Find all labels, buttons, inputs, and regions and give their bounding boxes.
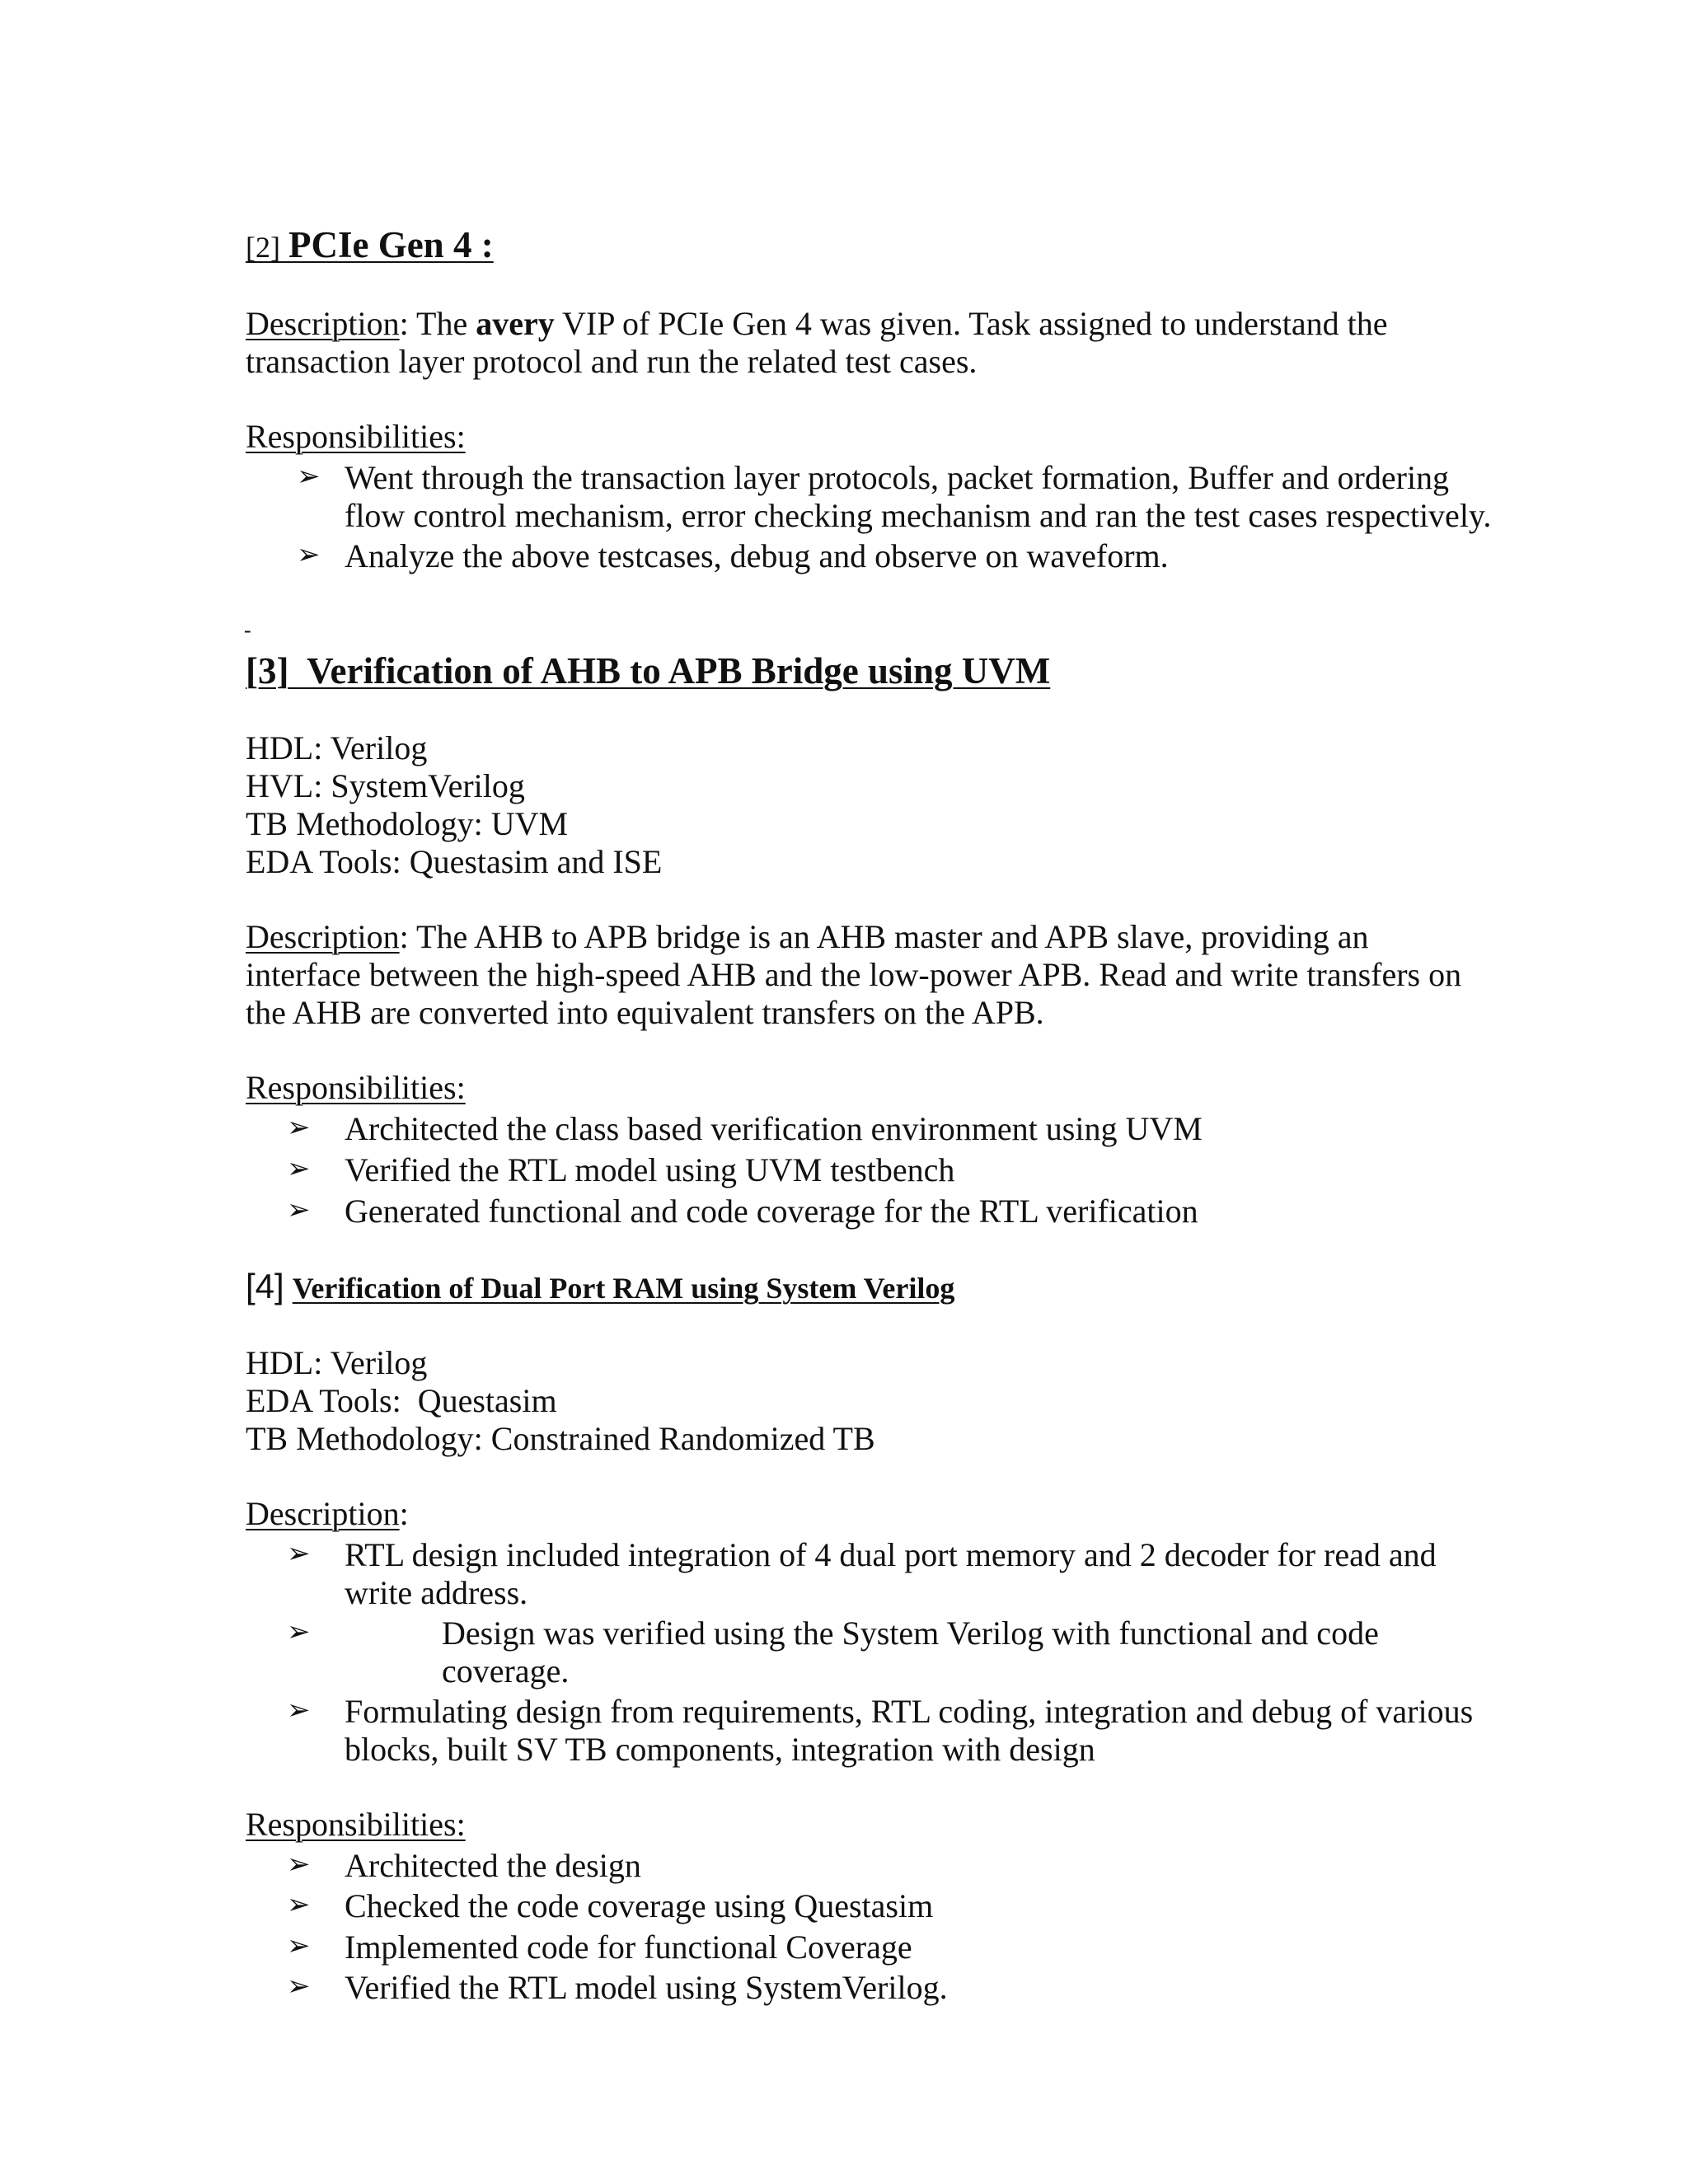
arrowhead-bullet-icon: ➢ [297, 460, 321, 493]
section3-bullet1: Architected the class based verification environment using UVM [345, 1110, 1203, 1147]
section4-desc-bullet1-line1: RTL design included integration of 4 dual port memory and 2 decoder for read and [345, 1536, 1437, 1573]
section4-description-label: Description [246, 1495, 400, 1532]
section4-number: [4] [246, 1267, 284, 1305]
section2-number: [2] [246, 231, 280, 264]
arrowhead-bullet-icon: ➢ [297, 538, 321, 571]
section4-bullet4: Verified the RTL model using SystemVerilog. [345, 1969, 948, 2006]
section3-bullet3: Generated functional and code coverage for the RTL verification [345, 1193, 1198, 1230]
arrowhead-bullet-icon: ➢ [287, 1888, 311, 1921]
section2-title: PCIe Gen 4 : [288, 224, 494, 265]
arrowhead-bullet-icon: ➢ [287, 1615, 311, 1648]
section3-responsibilities-label: Responsibilities: [246, 1069, 466, 1106]
section2-description-line1: Description: The avery VIP of PCIe Gen 4 was given. Task assigned to understand the [246, 305, 1388, 342]
section3-description-line2: interface between the high-speed AHB and the low-power APB. Read and write transfers on [246, 956, 1462, 993]
avery-bold: avery [476, 305, 555, 342]
section2-bullet1-line2: flow control mechanism, error checking mechanism and ran the test cases respectively. [345, 497, 1492, 534]
section2-bullet1-line1: Went through the transaction layer protocols, packet formation, Buffer and ordering [345, 459, 1450, 496]
section2-responsibilities-label: Responsibilities: [246, 418, 466, 455]
section3-description-label: Description [246, 918, 400, 955]
arrowhead-bullet-icon: ➢ [287, 1152, 311, 1185]
section4-spec-methodology: TB Methodology: Constrained Randomized TB [246, 1420, 875, 1457]
section4-desc-bullet3-line2: blocks, built SV TB components, integration with design [345, 1731, 1095, 1768]
section2-description-line2: transaction layer protocol and run the related test cases. [246, 343, 978, 380]
section4-desc-bullet2-line2: coverage. [442, 1652, 570, 1690]
section4-spec-hdl: HDL: Verilog [246, 1344, 428, 1381]
section4-bullet2: Checked the code coverage using Questasim [345, 1887, 934, 1924]
section4-title: Verification of Dual Port RAM using System Verilog [292, 1272, 955, 1305]
arrowhead-bullet-icon: ➢ [287, 1537, 311, 1570]
arrowhead-bullet-icon: ➢ [287, 1193, 311, 1226]
section3-marker: - [244, 618, 251, 642]
section2-bullet2: Analyze the above testcases, debug and observe on waveform. [345, 537, 1169, 574]
section4-spec-tools: EDA Tools: Questasim [246, 1382, 557, 1419]
section3-description-line1: Description: The AHB to APB bridge is an AHB master and APB slave, providing an [246, 918, 1369, 955]
section4-desc-bullet2-line1: Design was verified using the System Verilog with functional and code [442, 1615, 1379, 1652]
section4-desc-bullet1-line2: write address. [345, 1574, 528, 1611]
section3-spec-hdl: HDL: Verilog [246, 729, 428, 766]
section4-bullet1: Architected the design [345, 1847, 641, 1884]
section2-heading [246, 224, 494, 265]
section4-bullet3: Implemented code for functional Coverage [345, 1929, 912, 1966]
section2-description-label: Description [246, 305, 400, 342]
section4-heading [246, 1269, 954, 1304]
section3-bullet2: Verified the RTL model using UVM testbench [345, 1151, 955, 1188]
arrowhead-bullet-icon: ➢ [287, 1970, 311, 2003]
arrowhead-bullet-icon: ➢ [287, 1111, 311, 1144]
section4-desc-bullet3-line1: Formulating design from requirements, RTL coding, integration and debug of various [345, 1693, 1474, 1730]
arrowhead-bullet-icon: ➢ [287, 1848, 311, 1881]
section4-description-label-line: Description: [246, 1495, 409, 1532]
section3-spec-methodology: TB Methodology: UVM [246, 805, 569, 842]
section3-heading: [3] Verification of AHB to APB Bridge using UVM [246, 650, 1051, 691]
arrowhead-bullet-icon: ➢ [287, 1694, 311, 1727]
section4-responsibilities-label: Responsibilities: [246, 1806, 466, 1843]
section3-spec-hvl: HVL: SystemVerilog [246, 767, 525, 804]
section3-description-line3: the AHB are converted into equivalent transfers on the APB. [246, 994, 1044, 1031]
section3-spec-tools: EDA Tools: Questasim and ISE [246, 843, 663, 880]
arrowhead-bullet-icon: ➢ [287, 1929, 311, 1962]
